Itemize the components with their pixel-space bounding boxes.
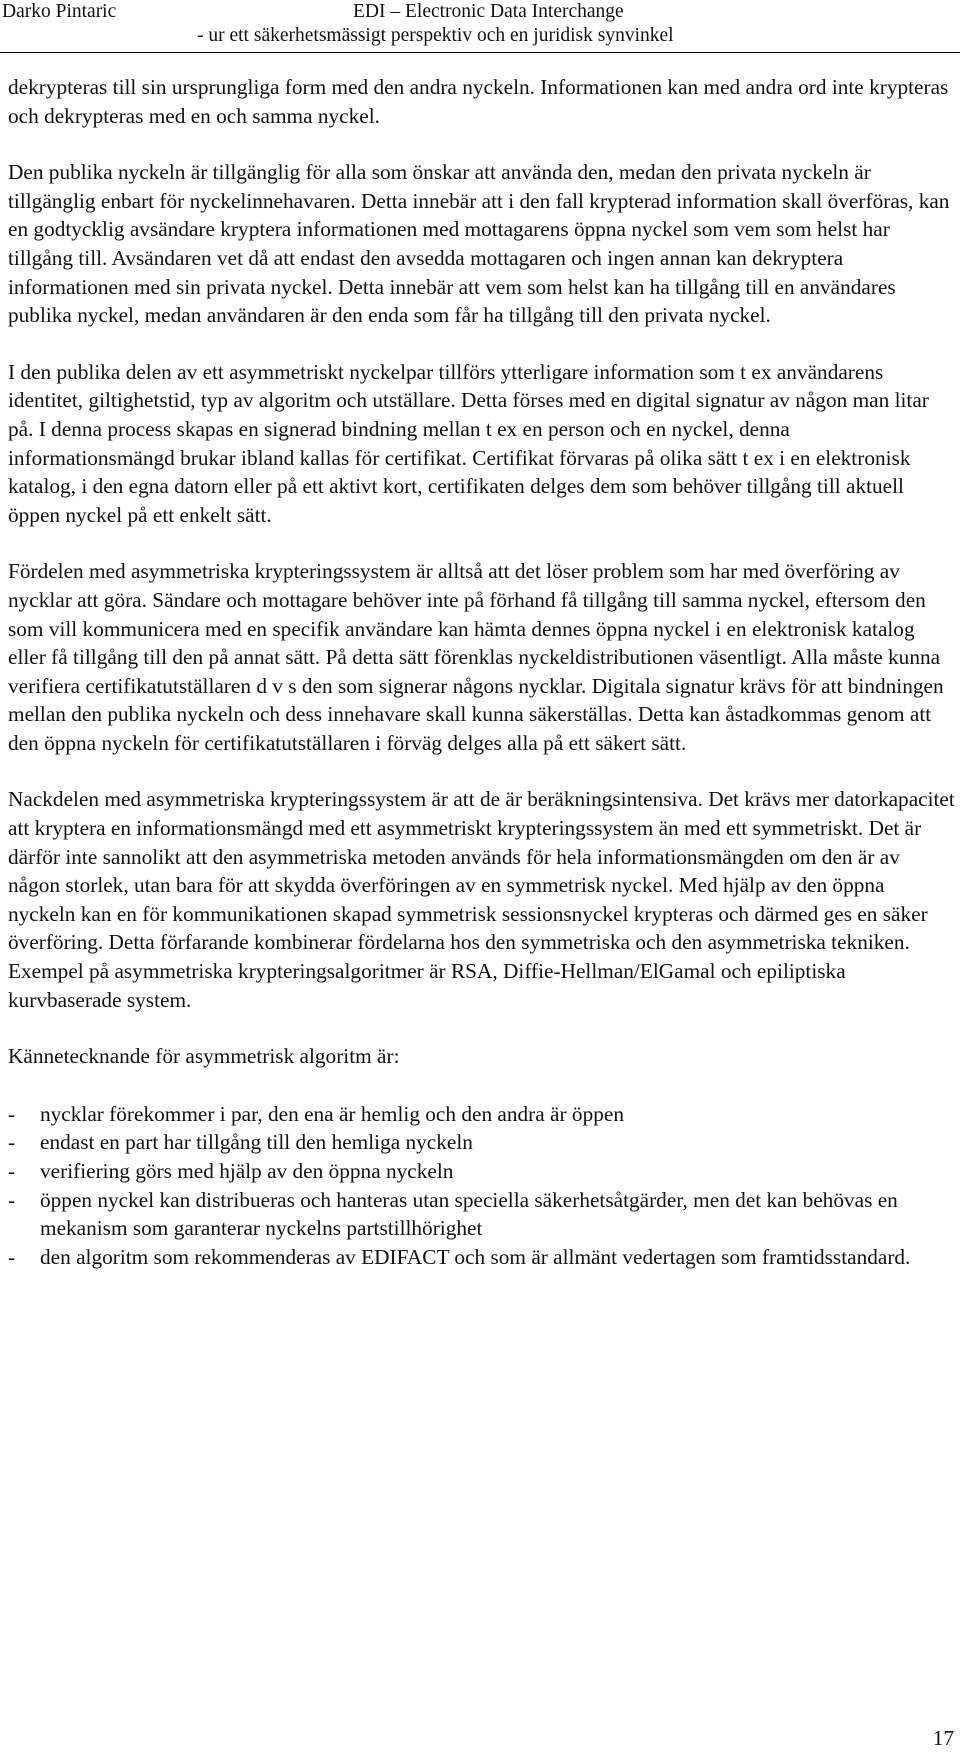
list-item (8, 1243, 956, 1272)
page-number: 17 (932, 1726, 954, 1750)
list-item (8, 1100, 956, 1129)
header-subtitle: - ur ett säkerhetsmässigt perspektiv och en juridisk synvinkel (197, 25, 674, 46)
bullet-marker: - (8, 1101, 16, 1126)
list-item-text: den algoritm som rekommenderas av EDIFACT och som är allmänt vedertagen som framtidsstandard. (40, 1244, 911, 1269)
page-header (0, 0, 960, 54)
paragraph-disadvantages: Nackdelen med asymmetriska krypteringssystem är att de är beräkningsintensiva. Det krävs mer datorkapacitet att kryptera en informationsmängd med ett asymmetriskt krypteringssystem än med ett symmetriskt. Det är därför inte sannolikt att den asymmetriska metoden används för hela informationsmängden om den är av någon storlek, utan bara för att skydda överföringen av en symmetrisk nyckel. Med hjälp av den öppna nyckeln kan en för kommunikationen skapad symmetrisk sessionsnyckel krypteras och därmed ges en säker överföring. Detta förfarande kombinerar fördelarna hos den symmetriska och den asymmetriska tekniken. Exempel på asymmetriska krypteringsalgoritmer är RSA, Diffie-Hellman/ElGamal och epiliptiska kurvbaserade system. (8, 787, 955, 1012)
header-title: EDI – Electronic Data Interchange (353, 1, 624, 22)
header-author: Darko Pintaric (2, 1, 117, 22)
paragraph-continuation: dekrypteras till sin ursprungliga form med den andra nyckeln. Informationen kan med andra ord inte krypteras och dekrypteras med en och samma nyckel. (8, 75, 949, 128)
bullet-marker: - (8, 1130, 16, 1155)
paragraph-advantages: Fördelen med asymmetriska krypteringssystem är alltså att det löser problem som har med överföring av nycklar att göra. Sändare och mottagare behöver inte på förhand få tillgång till samma nyckel, eftersom den som vill kommunicera med en specifik användare kan hämta dennes öppna nyckel i en elektronisk katalog eller få tillgång till den på annat sätt. På detta sätt förenklas nyckeldistributionen väsentligt. Alla måste kunna verifiera certifikatutställaren d v s den som signerar någons nycklar. Digitala signatur krävs för att bindningen mellan den publika nyckeln och dess innehavare skall kunna säkerställas. Detta kan åstadkommas genom att den öppna nyckeln för certifikatutställaren i förväg delges alla på ett säkert sätt. (8, 559, 944, 755)
header-divider (0, 52, 960, 53)
list-intro: Kännetecknande för asymmetrisk algoritm är: (8, 1044, 400, 1069)
list-item (8, 1186, 956, 1243)
list-item-text: öppen nyckel kan distribueras och hanteras utan speciella säkerhetsåtgärder, men det kan behövas en mekanism som garanterar nyckelns partstillhörighet (40, 1187, 898, 1241)
list-item (8, 1157, 956, 1186)
list-item-text: endast en part har tillgång till den hemliga nyckeln (40, 1130, 473, 1155)
list-item (8, 1128, 956, 1157)
bullet-marker: - (8, 1159, 16, 1183)
characteristics-list (8, 1100, 956, 1272)
list-item-text: nycklar förekommer i par, den ena är hemlig och den andra är öppen (40, 1101, 624, 1126)
document-body (8, 73, 956, 1271)
paragraph-certificates: I den publika delen av ett asymmetriskt nyckelpar tillförs ytterligare information som t ex användarens identitet, giltighetstid, typ av algoritm och utställare. Detta förses med en digital signatur av någon man litar på. I denna process skapas en signerad bindning mellan t ex en person och en nyckel, denna informationsmängd brukar ibland kallas för certifikat. Certifikat förvaras på olika sätt t ex i en elektronisk katalog, i den egna datorn eller på ett aktivt kort, certifikaten delges dem som behöver tillgång till aktuell öppen nyckel på ett enkelt sätt. (8, 359, 929, 527)
bullet-marker: - (8, 1187, 16, 1212)
list-item-text: verifiering görs med hjälp av den öppna nyckeln (40, 1159, 454, 1183)
paragraph-public-private-key: Den publika nyckeln är tillgänglig för alla som önskar att använda den, medan den privata nyckeln är tillgänglig enbart för nyckelinnehavaren. Detta innebär att i den fall krypterad information skall överföras, kan en godtycklig avsändare kryptera informationen med mottagarens öppna nyckel som vem som helst har tillgång till. Avsändaren vet då att endast den avsedda mottagaren och ingen annan kan dekryptera informationen med sin privata nyckel. Detta innebär att vem som helst kan ha tillgång till en användares publika nyckel, medan användaren är den enda som får ha tillgång till den privata nyckel. (8, 160, 950, 328)
bullet-marker: - (8, 1244, 16, 1269)
